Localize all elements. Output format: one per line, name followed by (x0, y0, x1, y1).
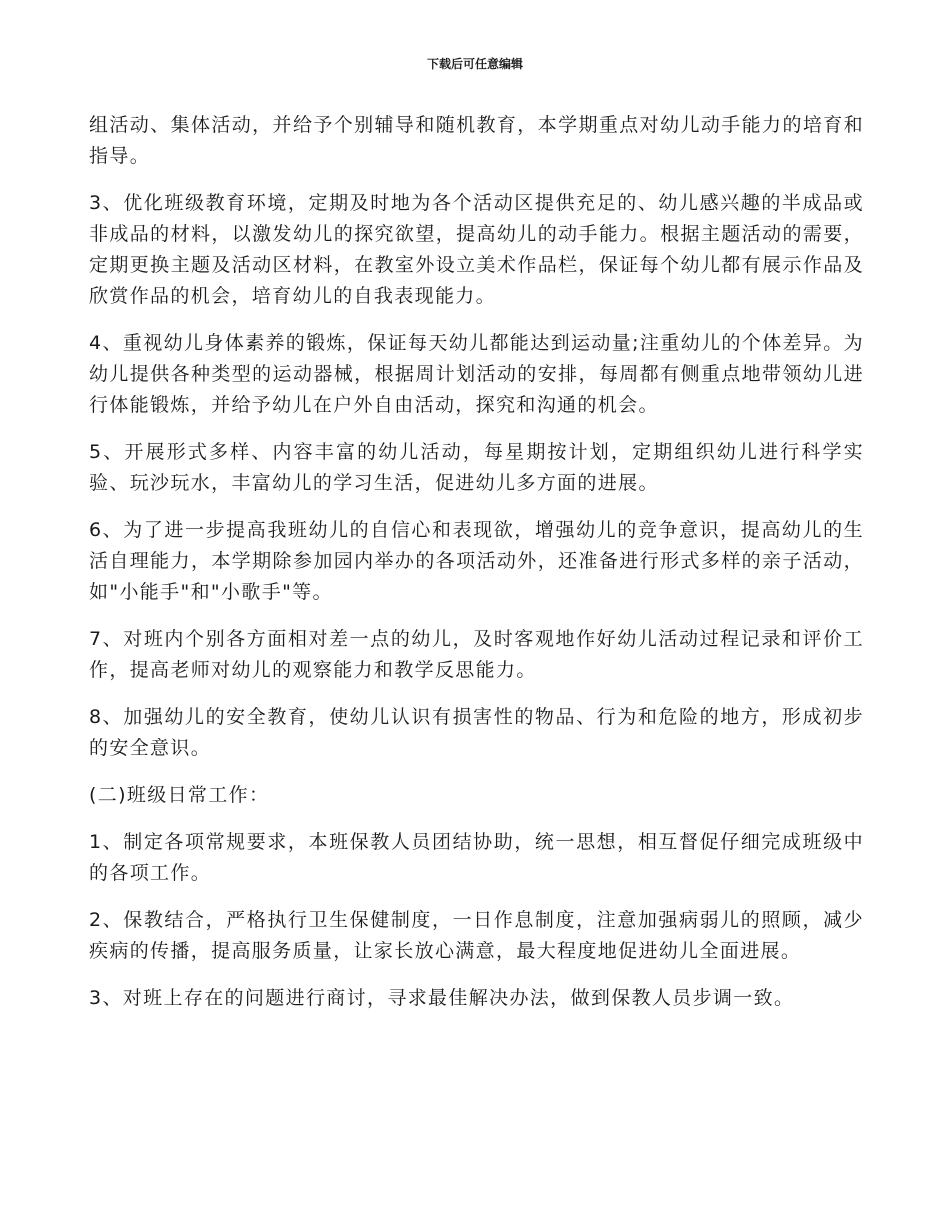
paragraph-daily-1-rules: 1、制定各项常规要求，本班保教人员团结协助，统一思想，相互督促仔细完成班级中的各项工作。 (89, 831, 864, 884)
section-heading-daily-work: (二)班级日常工作： (89, 784, 270, 806)
paragraph-item-8-safety: 8、加强幼儿的安全教育，使幼儿认识有损害性的物品、行为和危险的地方，形成初步的安全意识。 (89, 706, 864, 759)
paragraph-item-6-confidence: 6、为了进一步提高我班幼儿的自信心和表现欲，增强幼儿的竞争意识，提高幼儿的生活自理能力，本学期除参加园内举办的各项活动外，还准备进行形式多样的亲子活动，如"小能手"和"小歌手"等。 (89, 519, 864, 603)
document-body (89, 110, 864, 1030)
paragraph-item-4-physical: 4、重视幼儿身体素养的锻炼，保证每天幼儿都能达到运动量;注重幼儿的个体差异。为幼儿提供各种类型的运动器械，根据周计划活动的安排，每周都有侧重点地带领幼儿进行体能锻炼，并给予幼儿在户外自由活动，探究和沟通的机会。 (89, 332, 864, 416)
paragraph-daily-2-health: 2、保教结合，严格执行卫生保健制度，一日作息制度，注意加强病弱儿的照顾，减少疾病的传播，提高服务质量，让家长放心满意，最大程度地促进幼儿全面进展。 (89, 909, 864, 962)
paragraph-activity-continuation: 组活动、集体活动，并给予个别辅导和随机教育，本学期重点对幼儿动手能力的培育和指导。 (89, 114, 864, 167)
paragraph-item-7-individual: 7、对班内个别各方面相对差一点的幼儿，及时客观地作好幼儿活动过程记录和评价工作，提高老师对幼儿的观察能力和教学反思能力。 (89, 628, 864, 681)
paragraph-item-5-activities: 5、开展形式多样、内容丰富的幼儿活动，每星期按计划，定期组织幼儿进行科学实验、玩沙玩水，丰富幼儿的学习生活，促进幼儿多方面的进展。 (89, 441, 864, 494)
paragraph-daily-3-discussion: 3、对班上存在的问题进行商讨，寻求最佳解决办法，做到保教人员步调一致。 (89, 987, 795, 1009)
paragraph-item-3-environment: 3、优化班级教育环境，定期及时地为各个活动区提供充足的、幼儿感兴趣的半成品或非成品的材料，以激发幼儿的探究欲望，提高幼儿的动手能力。根据主题活动的需要，定期更换主题及活动区材料，在教室外设立美术作品栏，保证每个幼儿都有展示作品及欣赏作品的机会，培育幼儿的自我表现能力。 (89, 192, 864, 307)
page-header-note: 下载后可任意编辑 (426, 57, 523, 71)
